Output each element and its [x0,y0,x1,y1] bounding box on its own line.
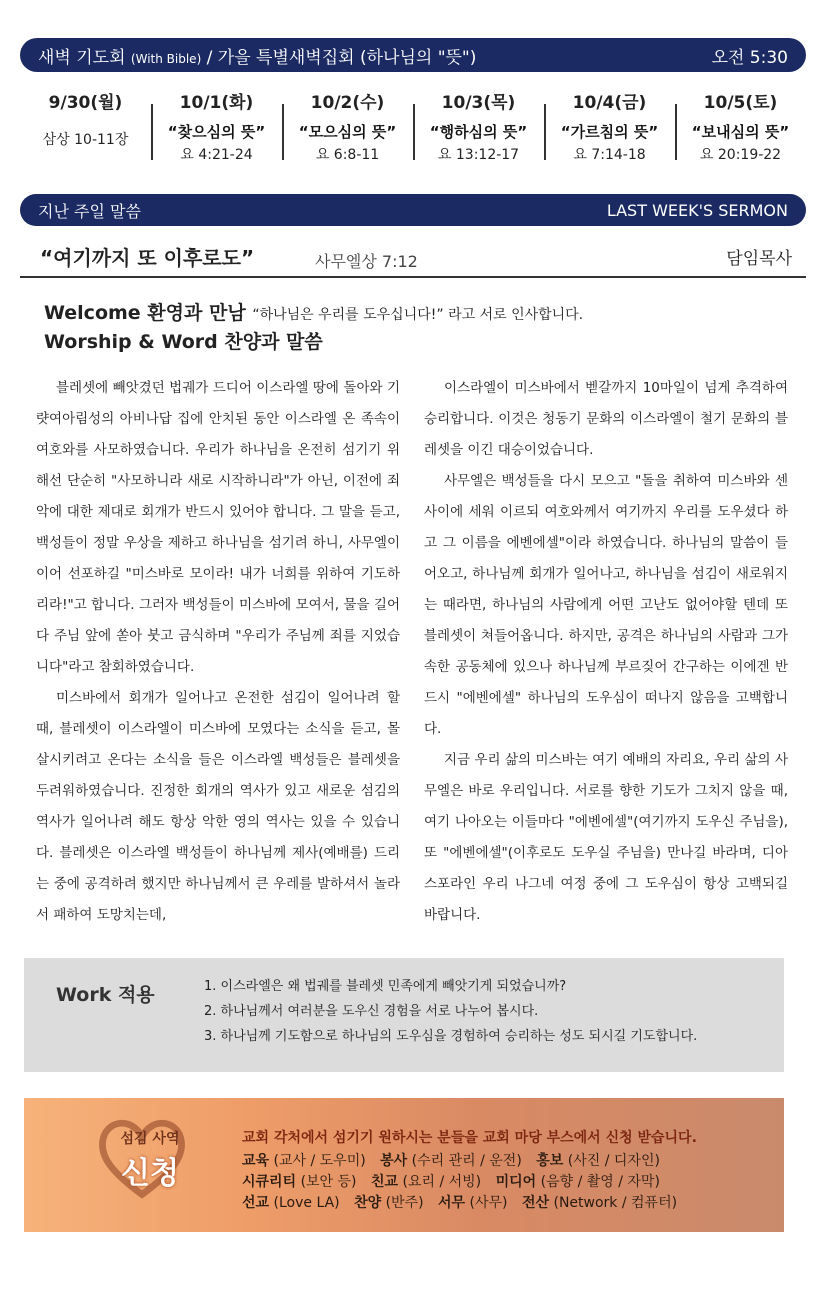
schedule-title: “행하심의 뜻” [429,123,528,141]
banner-headline: 교회 각처에서 섬기기 원하시는 분들을 교회 마당 부스에서 신청 받습니다. [242,1130,697,1146]
schedule-date: 10/4(금) [572,93,647,113]
sermon-bar-label: 지난 주일 말씀 [38,201,141,221]
ministry-name: 교육 [242,1153,270,1169]
schedule-ref: 요 7:14-18 [573,147,646,163]
welcome-line [44,300,583,329]
ministry-detail: (반주) [385,1195,424,1211]
sermon-title: “여기까지 또 이후로도” [40,246,255,270]
dawn-prayer-main: 새벽 기도회 [38,47,126,68]
sermon-paragraph: 블레셋에 빼앗겼던 법궤가 드디어 이스라엘 땅에 돌아와 기럇여아림성의 아비나답 집에 안치된 동안 이스라엘 온 족속이 여호와를 사모하였습니다. 우리가 하나님을 온전히 섬기기 위해선 단순히 "사모하니라 새로 시작하니라"가 아닌, 이전에 죄악에 대한 제대로 회개가 반드시 있어야 합니다. 그 말을 듣고, 백성들이 정말 우상을 제하고 하나님을 섬기려 하니, 사무엘이 이어 선포하길 "미스바로 모이라! 내가 너희를 위하여 기도하리라!"고 합니다. 그러자 백성들이 미스바에 모여서, 물을 길어다 주님 앞에 쏟아 붓고 금식하며 "우리가 주님께 죄를 지었습니다"라고 참회하였습니다. [36,380,400,675]
ministry-name: 시큐리티 [242,1174,297,1190]
banner-subtitle: 섬김 사역 [120,1131,180,1147]
dawn-prayer-title [38,43,476,68]
sermon-paragraph: 사무엘은 백성들을 다시 모으고 "돌을 취하여 미스바와 센 사이에 세워 이르되 여호와께서 여기까지 우리를 도우셨다 하고 그 이름을 에벤에셀"이라 하였습니다. 하나님의 말씀이 들어오고, 하나님께 회개가 일어나고, 하나님을 섬김이 새로워지는 때라면, 하나님의 사람에게 어떤 고난도 없어야할 텐데 또 블레셋이 쳐들어옵니다. 하지만, 공격은 하나님의 사람과 그가 속한 공동체에 있으나 하나님께 부르짖어 간구하는 이에겐 반드시 "에벤에셀" 하나님의 도우심이 떠나지 않음을 고백합니다. [424,473,788,737]
schedule-title: “모으심의 뜻” [298,123,397,141]
ministry-detail: (요리 / 서빙) [402,1174,482,1190]
schedule-title: “가르침의 뜻” [560,123,659,141]
schedule-day [282,86,413,178]
ministry-name: 홍보 [536,1153,564,1169]
ministry-row [242,1151,687,1172]
ministry-name: 봉사 [380,1153,408,1169]
schedule-date: 9/30(월) [48,93,123,113]
sermon-bar-label-en: LAST WEEK'S SERMON [606,200,788,220]
ministry-name: 친교 [370,1174,399,1190]
welcome-note: “하나님은 우리를 도우십니다!” 라고 서로 인사합니다. [252,307,584,323]
schedule-date: 10/1(화) [179,93,254,113]
ministry-name: 찬양 [354,1195,382,1211]
work-item: 3. 하나님께 기도함으로 하나님의 도우심을 경험하여 승리하는 성도 되시길 기도합니다. [204,1029,698,1044]
work-item: 2. 하나님께서 여러분을 도우신 경험을 서로 나누어 봅시다. [204,1004,539,1019]
schedule-day [413,86,544,178]
schedule-date: 10/5(토) [703,93,778,113]
schedule-date: 10/3(목) [441,93,516,113]
schedule-ref: 요 13:12-17 [437,147,520,163]
sermon-paragraph: 이스라엘이 미스바에서 벧갈까지 10마일이 넘게 추격하여 승리합니다. 이것은 청동기 문화의 이스라엘이 철기 문화의 블레셋을 이긴 대승이었습니다. [424,380,788,458]
ministry-detail: (수리 관리 / 운전) [411,1153,522,1169]
dawn-prayer-series: / 가을 특별새벽집회 (하나님의 "뜻") [206,47,477,68]
ministry-name: 미디어 [495,1174,537,1190]
ministry-detail: (Love LA) [273,1195,340,1211]
welcome-label: Welcome 환영과 만남 [44,302,246,324]
schedule-day [151,86,282,178]
welcome-section [44,300,583,356]
schedule-day [20,86,151,178]
schedule-day [544,86,675,178]
ministry-name: 전산 [521,1195,550,1211]
worship-label: Worship & Word 찬양과 말씀 [44,331,323,353]
schedule-day [675,86,806,178]
ministry-detail: (음향 / 촬영 / 자막) [540,1174,660,1190]
ministry-detail: (교사 / 도우미) [273,1153,366,1169]
ministry-row [242,1172,687,1193]
dawn-prayer-time: 오전 5:30 [711,47,788,68]
banner-title: 신청 [121,1156,179,1191]
schedule-ref: 요 4:21-24 [180,147,253,163]
work-title: Work 적용 [56,984,155,1006]
work-item: 1. 이스라엘은 왜 법궤를 블레셋 민족에게 빼앗기게 되었습니까? [204,979,567,994]
schedule-title: “찾으심의 뜻” [167,123,266,141]
dawn-prayer-small: (With Bible) [130,51,202,66]
ministry-detail: (사무) [469,1195,508,1211]
dawn-prayer-bar [20,38,806,72]
schedule-ref: 요 20:19-22 [699,147,782,163]
sermon-bar [20,194,806,226]
sermon-body [36,373,788,931]
ministry-name: 선교 [242,1195,270,1211]
sermon-paragraph: 지금 우리 삶의 미스바는 여기 예배의 자리요, 우리 삶의 사무엘은 바로 우리입니다. 서로를 향한 기도가 그치지 않을 때, 여기 나아오는 이들마다 "에벤에셀"(여기까지 도우신 주님을), 또 "에벤에셀"(이후로도 도우실 주님을) 만나길 바라며, 디아스포라인 우리 나그네 여정 중에 그 도우심이 항상 고백되길 바랍니다. [424,752,788,923]
schedule-date: 10/2(수) [310,93,385,113]
sermon-paragraph: 미스바에서 회개가 일어나고 온전한 섬김이 일어나려 할 때, 블레셋이 이스라엘이 미스바에 모였다는 소식을 듣고, 몰살시키려고 온다는 소식을 들은 이스라엘 백성들은 블레셋을 두려워하였습니다. 진정한 회개의 역사가 있고 새로운 섬김의 역사가 일어나려 해도 항상 악한 영의 역사는 있을 수 있습니다. 블레셋은 이스라엘 백성들이 하나님께 제사(예배를) 드리는 중에 공격하려 했지만 하나님께서 큰 우레를 발하셔서 놀라서 패하여 도망치는데, [36,690,400,923]
sermon-reference: 사무엘상 7:12 [315,252,418,271]
ministry-detail: (보안 등) [300,1174,357,1190]
ministry-signup-banner [24,1098,784,1232]
ministry-detail: (Network / 컴퓨터) [553,1195,678,1211]
sermon-column-right [424,373,788,931]
sermon-column-left [36,373,400,931]
ministry-name: 서무 [438,1195,466,1211]
schedule-ref: 삼상 10-11장 [42,132,129,148]
prayer-schedule [20,86,806,178]
schedule-ref: 요 6:8-11 [315,147,380,163]
ministry-row [242,1193,687,1214]
sermon-header [20,236,806,278]
ministry-detail: (사진 / 디자인) [567,1153,660,1169]
ministry-list [242,1151,687,1214]
schedule-title: “보내심의 뜻” [691,123,790,141]
sermon-preacher: 담임목사 [726,249,792,269]
work-application-box [24,958,784,1072]
work-list [204,974,697,1049]
